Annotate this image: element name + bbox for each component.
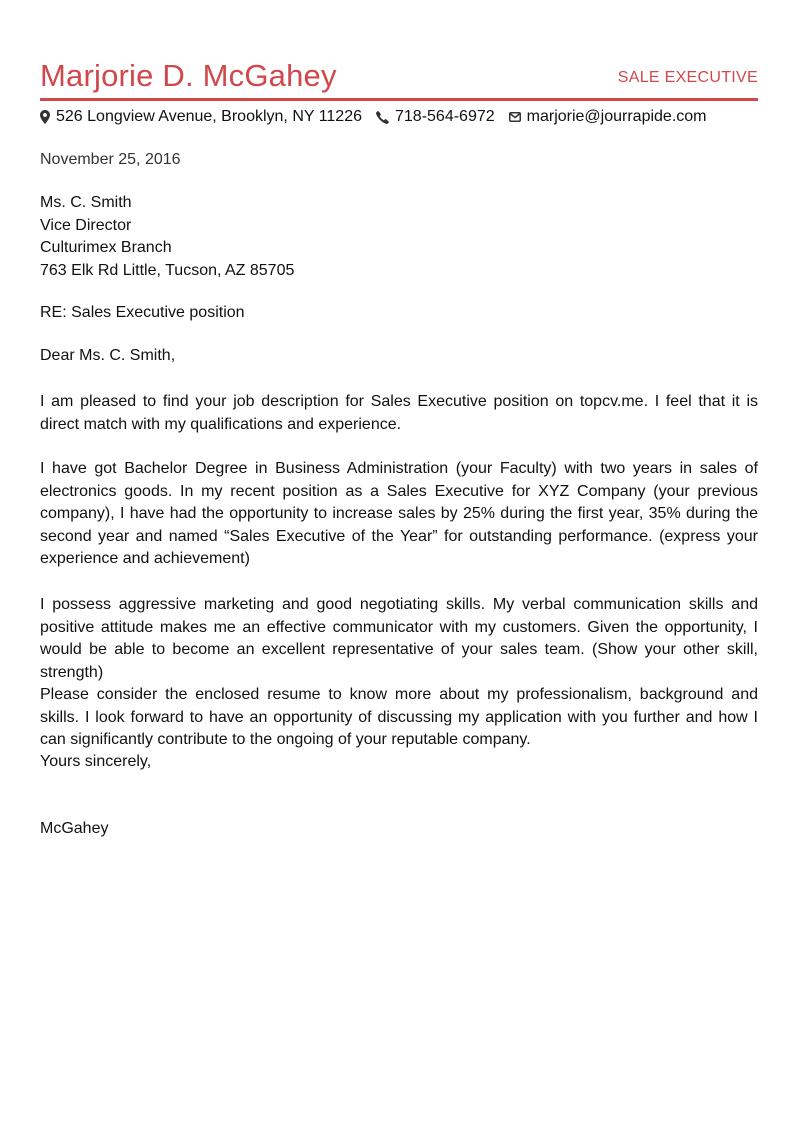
sender-job-title: SALE EXECUTIVE — [617, 69, 758, 86]
letter-header — [40, 0, 758, 100]
contact-address-text: 526 Longview Avenue, Brooklyn, NY 11226 — [56, 108, 362, 125]
contact-email — [509, 107, 707, 127]
paragraph-intro: I am pleased to find your job description for Sales Executive position on topcv.me. I feel that it is direct match with my qualifications and experience. — [40, 393, 758, 433]
paragraph-skills-block — [40, 594, 758, 752]
signature-name: McGahey — [40, 820, 109, 837]
header-divider — [40, 98, 758, 101]
map-pin-icon — [40, 110, 50, 124]
phone-icon — [376, 111, 389, 124]
contact-bar — [40, 107, 721, 127]
paragraph-experience: I have got Bachelor Degree in Business Administration (your Faculty) with two years in sales of electronics goods. In my recent position as a Sales Executive for XYZ Company (your previous company), I have had the opportunity to increase sales by 25% during the first year, 35% during the second year and named “Sales Executive of the Year” for outstanding performance. (express your experience and achievement) — [40, 460, 758, 567]
closing-phrase: Yours sincerely, — [40, 753, 152, 770]
recipient-company: Culturimex Branch — [40, 239, 172, 256]
recipient-title: Vice Director — [40, 216, 132, 234]
sender-name: Marjorie D. McGahey — [40, 58, 337, 93]
recipient-address: 763 Elk Rd Little, Tucson, AZ 85705 — [40, 261, 295, 279]
letter-date: November 25, 2016 — [40, 151, 181, 168]
contact-email-text[interactable]: marjorie@jourrapide.com — [526, 108, 707, 125]
contact-phone-text: 718-564-6972 — [395, 108, 495, 125]
re-line: RE: Sales Executive position — [40, 304, 245, 321]
contact-phone — [376, 107, 495, 127]
envelope-icon — [509, 112, 521, 122]
recipient-block — [40, 192, 294, 282]
recipient-name: Ms. C. Smith — [40, 194, 132, 211]
cover-letter-page — [40, 0, 758, 837]
paragraph-closing: Please consider the enclosed resume to know more about my professionalism, background and skills. I look forward to have an opportunity of discussing my application with you further and how I can significantly contribute to the ongoing of your reputable company. — [40, 686, 758, 748]
salutation: Dear Ms. C. Smith, — [40, 347, 176, 364]
paragraph-skills: I possess aggressive marketing and good negotiating skills. My verbal communication skills and positive attitude makes me an effective communicator with my customers. Given the opportunity, I would be able to become an excellent representative of your sales team. (Show your other skill, strength) — [40, 596, 758, 681]
contact-address — [40, 107, 362, 127]
